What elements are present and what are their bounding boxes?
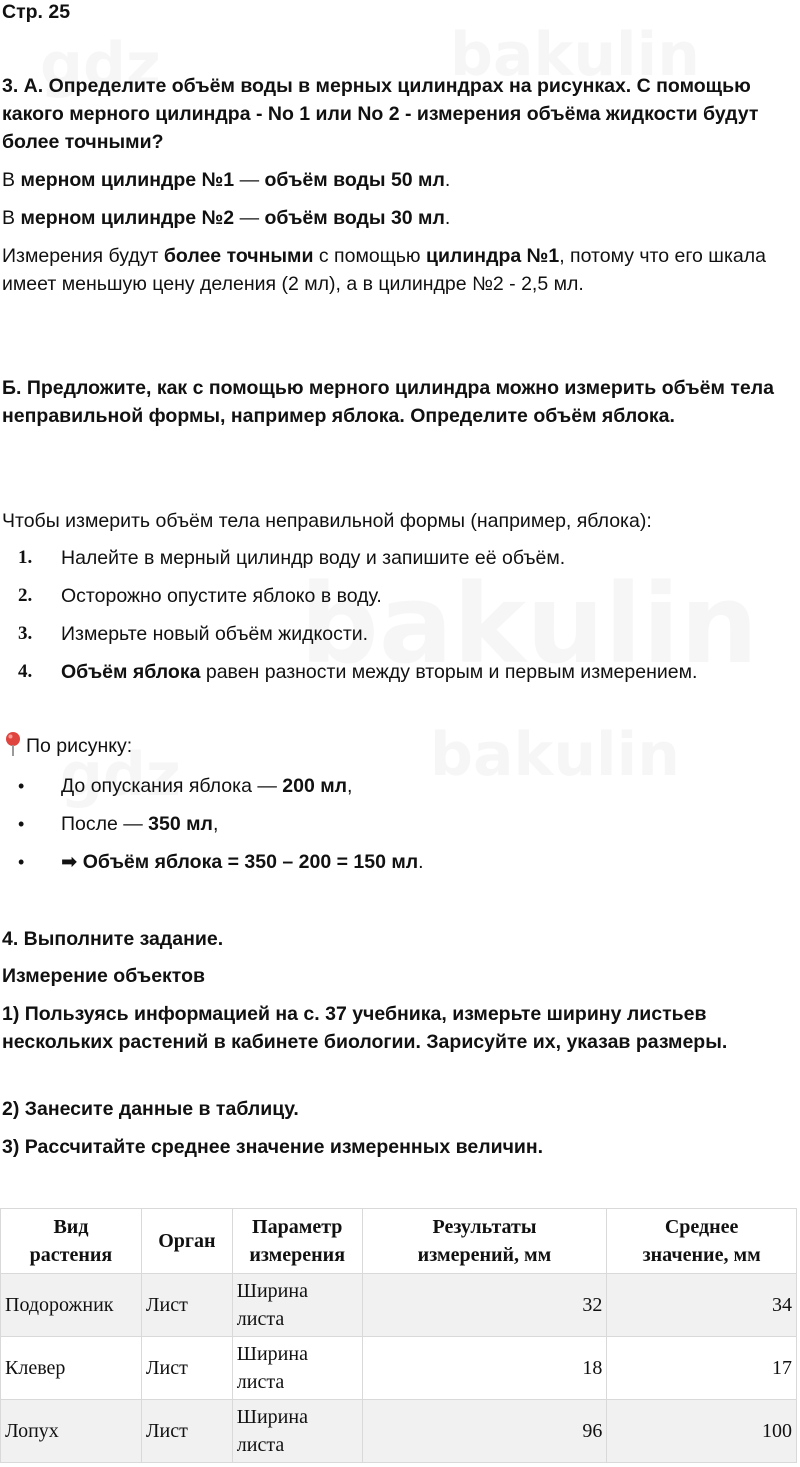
answer-text: . xyxy=(444,169,451,191)
answer-bold: более точными xyxy=(163,245,314,267)
task4-item: 1) Пользуясь информацией на с. 37 учебника, измерьте ширину листьев нескольких растений в кабинете биологии. Зарисуйте их, указав размеры. xyxy=(2,1003,728,1053)
task3a-heading: 3. А. Определите объём воды в мерных цилиндрах на рисунках. С помощью какого мерного цилиндра - No 1 или No 2 - измерения объёма жидкости будут более точными? xyxy=(2,75,759,153)
answer-text: . xyxy=(444,207,451,229)
step-text: Налейте в мерный цилиндр воду и запишите её объём. xyxy=(61,547,566,569)
table-header: Вид растения xyxy=(1,1209,142,1274)
task3b-heading: Б. Предложите, как с помощью мерного цилиндра можно измерить объём тела неправильной формы, например яблока. Определите объём яблока. xyxy=(2,377,774,427)
step-number: 2. xyxy=(18,585,33,606)
answer-bold: объём воды 50 мл xyxy=(264,169,445,191)
table-cell: 32 xyxy=(362,1274,607,1337)
table-header: Среднее значение, мм xyxy=(607,1209,797,1274)
table-cell: Клевер xyxy=(1,1337,142,1400)
page-label: Стр. 25 xyxy=(2,1,71,23)
bullet-dot: • xyxy=(18,776,25,796)
bullet-bold: 350 мл xyxy=(148,813,213,835)
figure-label-line xyxy=(2,731,132,760)
bullet-suffix: , xyxy=(212,813,219,835)
answer-bold: мерном цилиндре №2 xyxy=(20,207,235,229)
table-cell: Подорожник xyxy=(1,1274,142,1337)
answer-bold: объём воды 30 мл xyxy=(264,207,445,229)
answer-text: — xyxy=(234,207,265,229)
step-number: 1. xyxy=(18,547,33,568)
bullet-bold: 200 мл xyxy=(282,775,348,797)
table-header: Параметр измерения xyxy=(232,1209,362,1274)
answer-text: с помощью xyxy=(313,245,426,267)
bullet-text: До опускания яблока — xyxy=(61,775,283,797)
step-bold: Объём яблока xyxy=(61,661,201,683)
table-cell: 17 xyxy=(607,1337,797,1400)
table-header: Орган xyxy=(141,1209,232,1274)
pin-icon xyxy=(2,731,24,757)
answer-text: В xyxy=(2,207,21,229)
table-row xyxy=(1,1400,797,1463)
answer-bold: мерном цилиндре №1 xyxy=(20,169,235,191)
table-cell: 34 xyxy=(607,1274,797,1337)
bullet-suffix: , xyxy=(347,775,353,797)
answer-text: , потому что его шкала имеет меньшую цену деления (2 мл), а в цилиндре №2 - 2,5 мл. xyxy=(2,245,766,295)
step-text: Измерьте новый объём жидкости. xyxy=(61,623,369,645)
step-number: 3. xyxy=(18,623,33,644)
bullet-item xyxy=(61,848,781,876)
answer-bold: цилиндра №1 xyxy=(425,245,560,267)
table-cell: 100 xyxy=(607,1400,797,1463)
step-rest: равен разности между вторым и первым измерением. xyxy=(200,661,698,683)
table-cell: Лист xyxy=(141,1274,232,1337)
figure-label: По рисунку: xyxy=(26,735,133,757)
table-cell: 96 xyxy=(362,1400,607,1463)
step-text xyxy=(61,658,711,686)
table-header-row xyxy=(1,1209,797,1274)
step-text: Осторожно опустите яблоко в воду. xyxy=(61,585,382,607)
table-cell: 18 xyxy=(362,1337,607,1400)
task4-subheading: Измерение объектов xyxy=(2,965,205,987)
bullet-text: После — xyxy=(61,813,149,835)
task4-item: 2) Занесите данные в таблицу. xyxy=(2,1098,299,1120)
accuracy-answer xyxy=(2,242,799,298)
table-cell: Лист xyxy=(141,1400,232,1463)
bullet-bold: ➡ Объём яблока = 350 – 200 = 150 мл xyxy=(61,851,419,873)
table-cell: Лист xyxy=(141,1337,232,1400)
bullet-suffix: . xyxy=(418,851,424,873)
bullet-dot: • xyxy=(18,852,25,872)
bullet-item xyxy=(61,772,781,800)
bullet-item xyxy=(61,810,781,838)
bullet-dot: • xyxy=(18,814,25,834)
table-cell: Ширина листа xyxy=(232,1274,362,1337)
table-cell: Ширина листа xyxy=(232,1400,362,1463)
table-cell: Ширина листа xyxy=(232,1337,362,1400)
task4-heading: 4. Выполните задание. xyxy=(2,928,224,950)
step-number: 4. xyxy=(18,661,33,682)
table-row xyxy=(1,1274,797,1337)
measurements-table xyxy=(0,1208,797,1463)
cylinder1-answer xyxy=(2,166,450,194)
answer-text: В xyxy=(2,169,21,191)
method-intro: Чтобы измерить объём тела неправильной формы (например, яблока): xyxy=(2,510,652,532)
answer-text: — xyxy=(234,169,265,191)
table-header: Результаты измерений, мм xyxy=(362,1209,607,1274)
table-cell: Лопух xyxy=(1,1400,142,1463)
answer-text: Измерения будут xyxy=(2,245,164,267)
table-row xyxy=(1,1337,797,1400)
task4-item: 3) Рассчитайте среднее значение измеренных величин. xyxy=(2,1136,544,1158)
cylinder2-answer xyxy=(2,204,450,232)
